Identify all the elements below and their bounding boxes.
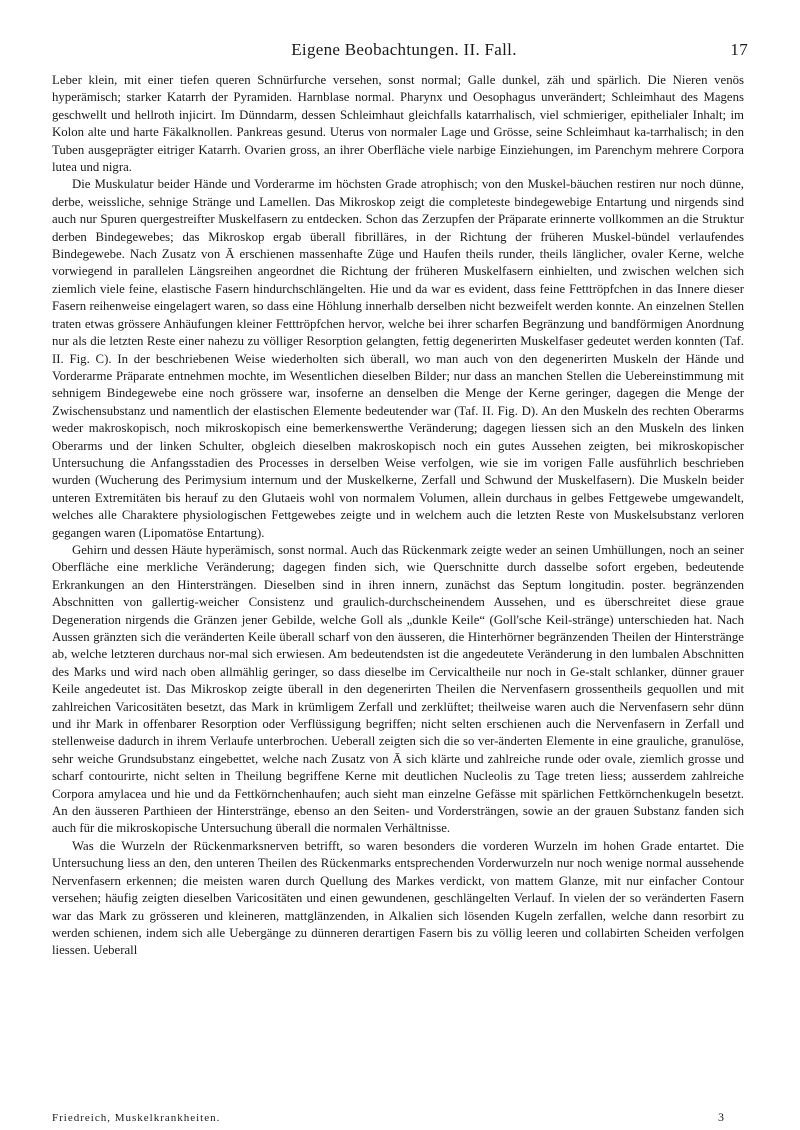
paragraph-nerve-roots: Was die Wurzeln der Rückenmarksnerven betrifft, so waren besonders die vorderen Wurzeln im hohen Grade entartet. Die Untersuchung liess an den, den unteren Theilen des Rückenmarks entsprechenden Vorderwurzeln nur noch wenige normal aussehende Nervenfasern erkennen; die meisten waren durch Quellung des Markes verdickt, von mattem Glanze, mit nur einfacher Contour versehen; häufig zeigten dieselben Varicositäten und einen gewundenen, geschlängelten Verlauf. In vielen der so veränderten Fasern war das Mark zu grösseren und kleineren, mattglänzenden, in Alkalien sich lösenden Kugeln zerfallen, welche dann resorbirt zu werden schienen, indem sich alle Uebergänge zu dünneren derartigen Fasern bis zu völlig leeren und collabirten Scheiden verfolgen liessen. Ueberall — [52, 838, 744, 958]
running-title: Eigene Beobachtungen. II. Fall. — [291, 40, 517, 59]
signature-mark: 3 — [718, 1110, 724, 1124]
running-header — [60, 40, 748, 64]
page-number: 17 — [730, 40, 748, 59]
printer-signature: Friedreich, Muskelkrankheiten. — [52, 1112, 221, 1124]
paragraph-autopsy-organs: Leber klein, mit einer tiefen queren Schnürfurche versehen, sonst normal; Galle dunkel, zäh und spärlich. Die Nieren venös hyperämisch; starker Katarrh der Pyramiden. Harnblase normal. Pharynx und Oesophagus unverändert; Schleimhaut des Magens geschwellt und hellroth injicirt. Im Dünndarm, dessen Schleimhaut gleichfalls katarrhalisch, viel schmieriger, epithelialer Inhalt; im Kolon alte und harte Fäkalknollen. Pankreas gesund. Uterus von normaler Lage und Grösse, seine Schleimhaut ka-tarrhalisch; in den Tuben ausgeprägter eitriger Katarrh. Ovarien gross, an ihrer Oberfläche viele narbige Einziehungen, im Parenchym mehrere Corpora lutea und nigra. — [52, 73, 744, 175]
paragraph-muscle-findings: Die Muskulatur beider Hände und Vorderarme im höchsten Grade atrophisch; von den Muskel-bäuchen restiren nur noch dünne, derbe, weissliche, sehnige Stränge und Lamellen. Das Mikroskop zeigt die completeste bindegewebige Entartung und nirgends sind auch nur Spuren quergestreifter Muskelfasern zu entdecken. Schon das Zerzupfen der Präparate erinnerte vollkommen an die Struktur derben Bindegewebes; das Mikroskop ergab überall fibrilläres, in der Richtung der früheren Muskel-bündel verlaufendes Bindegewebe. Nach Zusatz von Ā erschienen massenhafte Züge und Haufen theils runder, theils länglicher, ovaler Kerne, welche vorwiegend in parallelen Längsreihen angeordnet die Richtung der früheren Muskelfasern einhielten, und zwischen welchen sich ziemlich viele feine, elastische Fasern hindurchschlängelten. Hie und da war es evident, dass feine Fetttröpfchen in das Innere dieser Fasern reihenweise eingelagert waren, so dass eine Höhlung innerhalb derselben nicht bezweifelt werden konnte. An einzelnen Stellen traten etwas grössere Anhäufungen kleiner Fetttröpfchen hervor, welche bei ihrer scharfen Begränzung und bandförmigen Anordnung nur als die letzten Reste einer nahezu zu völliger Resorption gelangten, fettig degenerirten Muskelfaser gedeutet werden konnten (Taf. II. Fig. C). In der beschriebenen Weise wiederholten sich überall, wo man auch von den degenerirten Muskeln der Hände und Vorderarme Präparate entnehmen mochte, im Wesentlichen dieselben Bilder; nur dass an manchen Stellen die Uebereinstimmung mit sehnigem Bindegewebe eine noch grössere war, insoferne an denselben die Menge der Kerne geringer, dagegen die Menge der Zwischensubstanz und namentlich der elastischen Elemente bedeutender war (Taf. II. Fig. D). An den Muskeln des rechten Oberarms weder makroskopisch, noch mikroskopisch eine bemerkenswerthe Veränderung; dagegen liessen sich an den Muskeln des linken Oberarms und der linken Schulter, obgleich dieselben makroskopisch noch ein gutes Aussehen zeigten, bei mikroskopischer Untersuchung die Anfangsstadien des Processes in derselben Weise verfolgen, wie sie im vorigen Falle ausführlich beschrieben wurden (Wucherung des Perimysium internum und der Muskelkerne, Zerfall und Schwund der Muskelfasern). Die Muskeln beider unteren Extremitäten bis herauf zu den Glutaeis wohl von normalem Volumen, allein durchaus in gelbes Fettgewebe umgewandelt, welches alle Charaktere physiologischen Fettgewebes zeigte und in welchem auch die letzten Reste von Muskelsubstanz verloren gegangen waren (Lipomatöse Entartung). — [52, 177, 744, 540]
page-footer — [52, 1112, 748, 1128]
paragraph-spinal-cord: Gehirn und dessen Häute hyperämisch, sonst normal. Auch das Rückenmark zeigte weder an seinen Umhüllungen, noch an seiner Oberfläche eine merkliche Veränderung; dagegen finden sich, wie Querschnitte durch dasselbe sofort ergeben, bedeutende Erkrankungen an den Hintersträngen. Dieselben sind in ihren innern, zunächst das Septum longitudin. poster. begränzenden Abschnitten von gallertig-weicher Consistenz und graulich-durchscheinendem Aussehen, und es überschreitet diese graue Degeneration nirgends die Gränzen jener Gebilde, welche Goll als „dunkle Keile“ (Goll'sche Keil-stränge) unterschieden hat. Nach Aussen gränzten sich die veränderten Keile überall scharf von den äusseren, die Hinterhörner begränzenden Theilen der Hinterstränge ab, welche letzteren durchaus nor-mal sich erwiesen. Am bedeutendsten ist die angedeutete Veränderung in den lumbalen Abschnitten des Marks und wird nach oben allmählig geringer, so dass dieselbe im Cervicaltheile nur noch in Ge-stalt schlanker, dünner grauer Keile angedeutet ist. Das Mikroskop zeigte überall in den degenerirten Theilen die Nervenfasern grossentheils gequollen und mit zahlreichen Varicositäten besetzt, das Mark in krümligem Zerfall und zerklüftet; theilweise waren auch die Nervenfasern sehr dünn und ihr Mark in offenbarer Resorption oder Verflüssigung begriffen; nicht selten erschienen auch die Nervenfasern in Zerfall und stellenweise dadurch in ihrem Verlaufe unterbrochen. Ueberall zeigten sich die so ver-änderten Elemente in eine grauliche, granulöse, sehr weiche Grundsubstanz eingebettet, welche nach Zusatz von Ā sich klärte und zahlreiche runde oder ovale, ziemlich grosse und scharf contourirte, nicht selten in Theilung begriffene Kerne mit deutlichen Nucleolis zu Tage treten liess; ausserdem zahlreiche Corpora amylacea und hie und da Fettkörnchenhaufen; auch sieht man einzelne Gefässe mit spärlichen Fettkörnchenkugeln besetzt. An den äusseren Parthieen der Hinterstränge, ebenso an den Seiten- und Vordersträngen, sowie an der grauen Substanz fanden sich auch für die mikroskopische Untersuchung überall die normalen Verhältnisse. — [52, 542, 744, 836]
body-text — [52, 72, 744, 960]
